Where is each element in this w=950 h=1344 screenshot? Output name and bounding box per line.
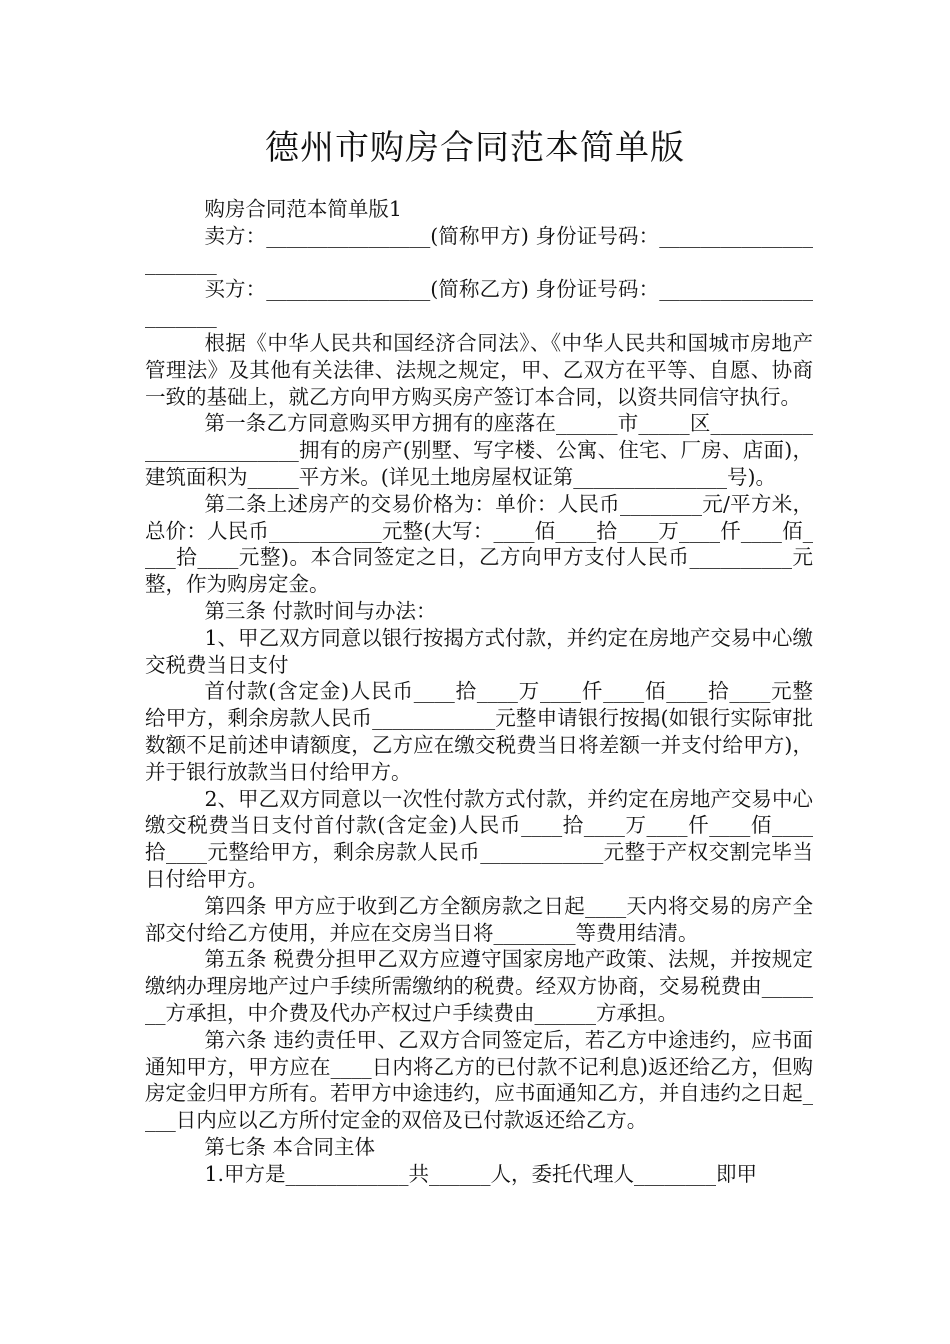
paragraph-article-4: 第四条 甲方应于收到乙方全额房款之日起____天内将交易的房产全部交付给乙方使用，并应在交房当日将________等费用结清。: [145, 893, 813, 945]
document-body: [145, 196, 813, 1187]
paragraph-article-3-item-2: 2、甲乙双方同意以一次性付款方式付款，并约定在房地产交易中心缴交税费当日支付首付款(含定金)人民币____拾____万____仟____佰____拾____元整给甲方，剩余房款人民币____________元整于产权交割完毕当日付给甲方。: [145, 786, 813, 891]
paragraph-article-3-down-payment: 首付款(含定金)人民币____拾____万____仟____佰____拾____元整给甲方，剩余房款人民币____________元整申请银行按揭(如银行实际审批数额不足前述申请额度，乙方应在缴交税费当日将差额一并支付给甲方)，并于银行放款当日付给甲方。: [145, 679, 813, 784]
paragraph-article-3-heading: 第三条 付款时间与办法：: [204, 598, 437, 623]
paragraph-subtitle: 购房合同范本简单版1: [204, 197, 402, 221]
paragraph-article-3-item-1: 1、甲乙双方同意以银行按揭方式付款，并约定在房地产交易中心缴交税费当日支付: [145, 625, 813, 677]
paragraph-preamble: 根据《中华人民共和国经济合同法》、《中华人民共和国城市房地产管理法》及其他有关法律、法规之规定，甲、乙双方在平等、自愿、协商一致的基础上，就乙方向甲方购买房产签订本合同，以资共同信守执行。: [145, 330, 813, 409]
paragraph-article-5: 第五条 税费分担甲乙双方应遵守国家房地产政策、法规，并按规定缴纳办理房地产过户手续所需缴纳的税费。经双方协商，交易税费由_______方承担，中介费及代办产权过户手续费由______方承担。: [145, 947, 813, 1025]
paragraph-article-6: 第六条 违约责任甲、乙双方合同签定后，若乙方中途违约，应书面通知甲方，甲方应在____日内将乙方的已付款不记利息)返还给乙方，但购房定金归甲方所有。若甲方中途违约，应书面通知乙方，并自违约之日起____日内应以乙方所付定金的双倍及已付款返还给乙方。: [145, 1027, 813, 1133]
paragraph-article-2: 第二条上述房产的交易价格为：单价：人民币________元/平方米，总价：人民币___________元整(大写：____佰____拾____万____仟____佰____拾____元整)。本合同签定之日，乙方向甲方支付人民币__________元整，作为购房定金。: [145, 491, 813, 597]
paragraph-seller: 卖方：________________(简称甲方) 身份证号码：______________________: [145, 223, 813, 275]
paragraph-article-7-heading: 第七条 本合同主体: [204, 1134, 375, 1159]
paragraph-article-1: 第一条乙方同意购买甲方拥有的座落在______市_____区_________________________拥有的房产(别墅、写字楼、公寓、住宅、厂房、店面)，建筑面积为_____平方米。(详见土地房屋权证第_______________号)。: [145, 411, 813, 489]
paragraph-buyer: 买方：________________(简称乙方) 身份证号码：______________________: [145, 277, 813, 329]
paragraph-article-7-item-1: 1.甲方是____________共______人，委托代理人________即甲: [204, 1161, 757, 1186]
document-title: 德州市购房合同范本简单版: [265, 128, 685, 168]
